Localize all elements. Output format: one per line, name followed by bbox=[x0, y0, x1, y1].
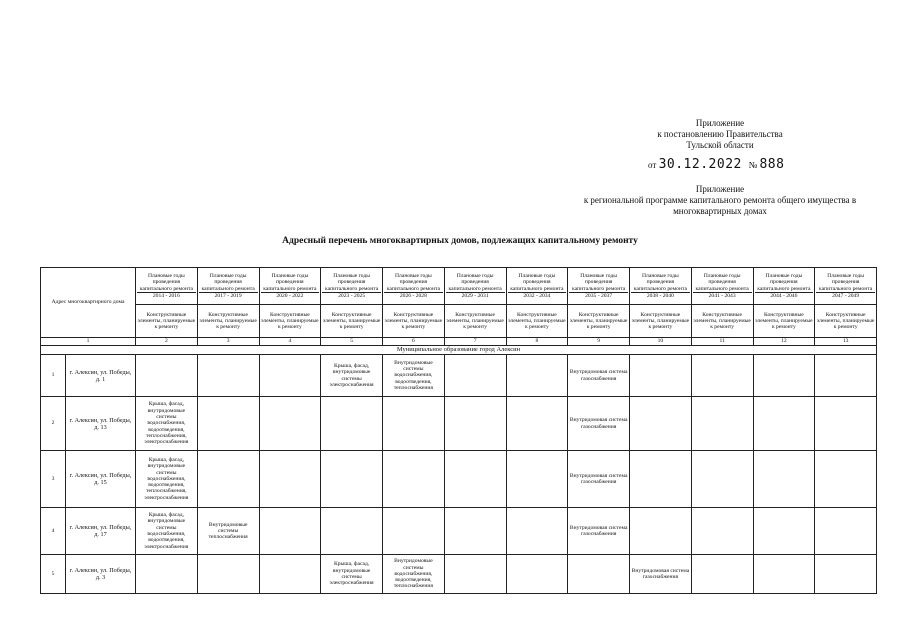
elements-header-12: Конструктивные элементы, планируемые к ремонту bbox=[815, 305, 877, 338]
repair-elements-cell: Внутридомовые системы водоснабжения, водоотведения, теплоснабжения bbox=[383, 555, 445, 594]
row-number: 4 bbox=[41, 508, 66, 555]
period-header-8 bbox=[568, 268, 630, 305]
period-header-2 bbox=[197, 268, 259, 305]
period-label: Плановые годы проведения капитального ремонта bbox=[693, 273, 752, 293]
repair-elements-cell bbox=[691, 555, 753, 594]
column-number: 6 bbox=[383, 338, 445, 346]
period-years: 2032 - 2034 bbox=[523, 292, 551, 299]
period-label: Плановые годы проведения капитального ремонта bbox=[508, 273, 567, 293]
elements-header-2: Конструктивные элементы, планируемые к ремонту bbox=[197, 305, 259, 338]
repair-elements-cell bbox=[506, 397, 568, 451]
appendix2-program: к региональной программе капитального ремонта общего имущества в bbox=[583, 195, 857, 205]
period-years: 2014 - 2016 bbox=[152, 292, 180, 299]
row-number: 2 bbox=[41, 397, 66, 451]
repair-elements-cell bbox=[506, 451, 568, 508]
column-number: 13 bbox=[815, 338, 877, 346]
decree-number-label: № bbox=[748, 160, 758, 170]
repair-elements-cell bbox=[691, 451, 753, 508]
period-years: 2026 - 2028 bbox=[399, 292, 427, 299]
house-address: г. Алексин, ул. Победы, д. 13 bbox=[66, 397, 136, 451]
table-row bbox=[41, 451, 877, 508]
repair-elements-cell bbox=[753, 451, 815, 508]
period-years: 2035 - 2037 bbox=[585, 292, 613, 299]
period-label: Плановые годы проведения капитального ремонта bbox=[816, 273, 875, 293]
repair-elements-cell bbox=[630, 397, 692, 451]
repair-elements-cell bbox=[630, 508, 692, 555]
repair-elements-cell bbox=[753, 508, 815, 555]
repair-elements-cell bbox=[444, 555, 506, 594]
elements-header-6: Конструктивные элементы, планируемые к ремонту bbox=[444, 305, 506, 338]
repair-elements-cell bbox=[444, 508, 506, 555]
table-row bbox=[41, 508, 877, 555]
repair-elements-cell bbox=[815, 355, 877, 397]
address-list-table bbox=[40, 267, 876, 594]
repair-elements-cell: Крыша, фасад, внутридомовые системы водоснабжения, водоотведения, электроснабжения bbox=[136, 508, 198, 555]
period-years: 2047 - 2049 bbox=[832, 292, 860, 299]
repair-elements-cell: Внутридомовая система газоснабжения bbox=[568, 355, 630, 397]
appendix-region: Тульской области bbox=[686, 140, 754, 150]
repair-elements-cell bbox=[753, 397, 815, 451]
repair-elements-cell bbox=[197, 555, 259, 594]
period-years: 2020 - 2022 bbox=[276, 292, 304, 299]
appendix-label: Приложение bbox=[695, 118, 745, 128]
column-number: 5 bbox=[321, 338, 383, 346]
repair-elements-cell bbox=[691, 508, 753, 555]
house-address: г. Алексин, ул. Победы, д. 15 bbox=[66, 451, 136, 508]
period-header-9 bbox=[630, 268, 692, 305]
period-header-4 bbox=[321, 268, 383, 305]
repair-elements-cell bbox=[259, 555, 321, 594]
period-header-row bbox=[41, 268, 877, 305]
address-header: Адрес многоквартирного дома bbox=[41, 268, 136, 338]
period-header-12 bbox=[815, 268, 877, 305]
appendix-program-block bbox=[560, 184, 880, 217]
elements-header-8: Конструктивные элементы, планируемые к ремонту bbox=[568, 305, 630, 338]
repair-elements-cell bbox=[259, 508, 321, 555]
column-number: 7 bbox=[444, 338, 506, 346]
elements-header-row bbox=[41, 305, 877, 338]
repair-elements-cell bbox=[136, 555, 198, 594]
repair-elements-cell bbox=[815, 555, 877, 594]
elements-header-4: Конструктивные элементы, планируемые к ремонту bbox=[321, 305, 383, 338]
repair-elements-cell bbox=[197, 397, 259, 451]
period-label: Плановые годы проведения капитального ремонта bbox=[384, 273, 443, 293]
elements-header-10: Конструктивные элементы, планируемые к ремонту bbox=[691, 305, 753, 338]
repair-elements-cell bbox=[753, 555, 815, 594]
repair-elements-cell bbox=[383, 451, 445, 508]
column-number: 3 bbox=[197, 338, 259, 346]
repair-elements-cell bbox=[506, 555, 568, 594]
repair-elements-cell bbox=[815, 397, 877, 451]
column-number: 1 bbox=[41, 338, 136, 346]
column-number: 4 bbox=[259, 338, 321, 346]
house-address: г. Алексин, ул. Победы, д. 17 bbox=[66, 508, 136, 555]
appendix2-program-cont: многоквартирных домах bbox=[673, 206, 767, 216]
repair-elements-cell bbox=[568, 555, 630, 594]
table-row bbox=[41, 555, 877, 594]
repair-elements-cell bbox=[691, 355, 753, 397]
repair-elements-cell bbox=[815, 451, 877, 508]
table-row bbox=[41, 397, 877, 451]
column-number: 12 bbox=[753, 338, 815, 346]
repair-elements-cell bbox=[444, 451, 506, 508]
repair-elements-cell bbox=[691, 397, 753, 451]
municipality-name: Муниципальное образование город Алексин bbox=[41, 346, 877, 355]
elements-header-7: Конструктивные элементы, планируемые к ремонту bbox=[506, 305, 568, 338]
period-label: Плановые годы проведения капитального ремонта bbox=[755, 273, 814, 293]
elements-header-3: Конструктивные элементы, планируемые к ремонту bbox=[259, 305, 321, 338]
period-years: 2041 - 2043 bbox=[708, 292, 736, 299]
column-number: 10 bbox=[630, 338, 692, 346]
repair-elements-cell bbox=[383, 508, 445, 555]
repair-elements-cell: Крыша, фасад, внутридомовые системы водоснабжения, водоотведения, теплоснабжения, электроснабжения bbox=[136, 451, 198, 508]
column-number: 11 bbox=[691, 338, 753, 346]
period-header-11 bbox=[753, 268, 815, 305]
repair-elements-cell bbox=[321, 508, 383, 555]
period-label: Плановые годы проведения капитального ремонта bbox=[569, 273, 628, 293]
appendix-decree-block bbox=[620, 118, 820, 151]
period-label: Плановые годы проведения капитального ремонта bbox=[322, 273, 381, 293]
repair-elements-cell bbox=[259, 451, 321, 508]
period-years: 2038 - 2040 bbox=[646, 292, 674, 299]
period-years: 2044 - 2046 bbox=[770, 292, 798, 299]
row-number: 3 bbox=[41, 451, 66, 508]
house-address: г. Алексин, ул. Победы, д. 3 bbox=[66, 555, 136, 594]
column-number: 8 bbox=[506, 338, 568, 346]
repair-elements-cell bbox=[136, 355, 198, 397]
repair-elements-cell bbox=[259, 397, 321, 451]
table-row bbox=[41, 355, 877, 397]
municipality-row bbox=[41, 346, 877, 355]
period-label: Плановые годы проведения капитального ремонта bbox=[199, 273, 258, 293]
repair-elements-cell: Крыша, фасад, внутридомовые системы водоснабжения, водоотведения, теплоснабжения, электроснабжения bbox=[136, 397, 198, 451]
period-years: 2029 - 2031 bbox=[461, 292, 489, 299]
repair-elements-cell bbox=[506, 508, 568, 555]
row-number: 1 bbox=[41, 355, 66, 397]
repair-elements-cell bbox=[321, 451, 383, 508]
house-address: г. Алексин, ул. Победы, д. 1 bbox=[66, 355, 136, 397]
period-header-7 bbox=[506, 268, 568, 305]
repair-elements-cell: Внутридомовые системы теплоснабжения bbox=[197, 508, 259, 555]
decree-prefix: от bbox=[648, 160, 657, 170]
column-number: 2 bbox=[136, 338, 198, 346]
decree-date: 30.12.2022 bbox=[658, 157, 742, 172]
repair-elements-cell bbox=[383, 397, 445, 451]
repair-elements-cell: Крыша, фасад, внутридомовые системы электроснабжения bbox=[321, 355, 383, 397]
period-header-1 bbox=[136, 268, 198, 305]
repair-elements-cell bbox=[630, 355, 692, 397]
repair-elements-cell: Внутридомовые системы водоснабжения, водоотведения, теплоснабжения bbox=[383, 355, 445, 397]
repair-elements-cell bbox=[630, 451, 692, 508]
elements-header-11: Конструктивные элементы, планируемые к ремонту bbox=[753, 305, 815, 338]
row-number: 5 bbox=[41, 555, 66, 594]
elements-header-5: Конструктивные элементы, планируемые к ремонту bbox=[383, 305, 445, 338]
repair-elements-cell: Крыша, фасад, внутридомовые системы электроснабжения bbox=[321, 555, 383, 594]
repair-elements-cell bbox=[197, 451, 259, 508]
period-label: Плановые годы проведения капитального ремонта bbox=[446, 273, 505, 293]
period-years: 2017 - 2019 bbox=[214, 292, 242, 299]
repair-elements-cell bbox=[444, 397, 506, 451]
repair-elements-cell bbox=[815, 508, 877, 555]
repair-elements-cell: Внутридомовая система газоснабжения bbox=[568, 508, 630, 555]
period-label: Плановые годы проведения капитального ремонта bbox=[137, 273, 196, 293]
period-years: 2023 - 2025 bbox=[338, 292, 366, 299]
repair-elements-cell bbox=[259, 355, 321, 397]
period-label: Плановые годы проведения капитального ремонта bbox=[261, 273, 320, 293]
period-header-3 bbox=[259, 268, 321, 305]
repair-elements-cell: Внутридомовая система газоснабжения bbox=[630, 555, 692, 594]
period-header-10 bbox=[691, 268, 753, 305]
decree-number: 888 bbox=[759, 157, 785, 172]
document-title: Адресный перечень многоквартирных домов, подлежащих капитальному ремонту bbox=[282, 236, 638, 246]
repair-elements-cell bbox=[444, 355, 506, 397]
appendix-decree-ref: к постановлению Правительства bbox=[657, 129, 783, 139]
repair-elements-cell: Внутридомовая система газоснабжения bbox=[568, 397, 630, 451]
repair-elements-cell bbox=[321, 397, 383, 451]
decree-date-number bbox=[648, 157, 784, 172]
repair-elements-cell: Внутридомовая система газоснабжения bbox=[568, 451, 630, 508]
period-header-5 bbox=[383, 268, 445, 305]
period-header-6 bbox=[444, 268, 506, 305]
elements-header-9: Конструктивные элементы, планируемые к ремонту bbox=[630, 305, 692, 338]
column-number-row bbox=[41, 338, 877, 346]
repair-elements-cell bbox=[197, 355, 259, 397]
elements-header-1: Конструктивные элементы, планируемые к ремонту bbox=[136, 305, 198, 338]
appendix2-label: Приложение bbox=[695, 184, 745, 194]
period-label: Плановые годы проведения капитального ремонта bbox=[631, 273, 690, 293]
repair-elements-cell bbox=[506, 355, 568, 397]
repair-elements-cell bbox=[753, 355, 815, 397]
column-number: 9 bbox=[568, 338, 630, 346]
